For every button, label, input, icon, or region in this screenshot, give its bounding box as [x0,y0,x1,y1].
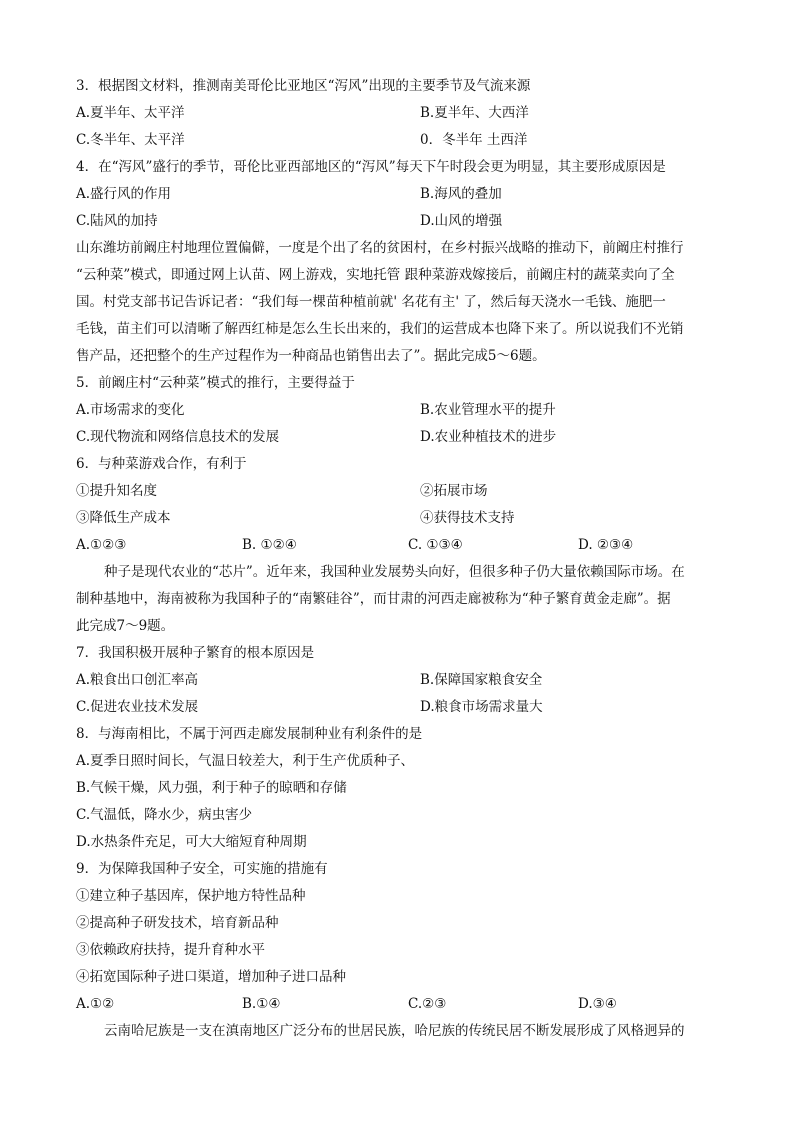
passage-1-line: 毛钱，苗主们可以清晰了解西红柿是怎么生长出来的，我们的运营成本也降下来了。所以说我们不光销 [76,321,684,337]
q5-option-d: D.农业种植技术的进步 [420,429,557,445]
q8-option-a: A.夏季日照时间长，气温日较差大，利于生产优质种子、 [76,753,415,769]
q4-option-a: A.盛行风的作用 [76,186,172,202]
passage-2-line: 种子是现代农业的“芯片”。近年来，我国种业发展势头向好，但很多种子仍大量依赖国际市场。在 [104,564,685,580]
passage-1-line: “云种菜”模式，即通过网上认苗、网上游戏，实地托管 跟种菜游戏嫁接后，前阚庄村的蔬菜卖向了全 [76,267,675,283]
question-3-stem: 3．根据图文材料，推测南美哥伦比亚地区“泻风”出现的主要季节及气流来源 [76,78,531,94]
passage-2-line: 制种基地中，海南被称为我国种子的“南繁硅谷”，而甘肃的河西走廊被称为“种子繁育黄金走廊”。据 [76,591,671,607]
q4-option-b: B.海风的叠加 [420,186,502,202]
q5-option-c: C.现代物流和网络信息技术的发展 [76,429,280,445]
q6-option-c: C. ①③④ [408,537,463,553]
q9-option-a: A.①② [76,996,115,1012]
question-7-stem: 7．我国积极开展种子繁育的根本原因是 [76,645,315,661]
q9-item: ②提高种子研发技术，培育新品种 [76,915,279,931]
passage-1-line: 国。村党支部书记告诉记者：“我们每一棵苗种植前就' 名花有主' 了，然后每天浇水一毛钱、施肥一 [76,294,666,310]
q4-option-d: D.山风的增强 [420,213,503,229]
passage-3-line: 云南哈尼族是一支在滇南地区广泛分布的世居民族，哈尼族的传统民居不断发展形成了风格迥异的 [104,1023,685,1039]
q9-option-b: B.①④ [242,996,281,1012]
q3-option-b: B.夏半年、大西洋 [420,105,529,121]
question-4-stem: 4．在“泻风”盛行的季节，哥伦比亚西部地区的“泻风”每天下午时段会更为明显，其主要形成原因是 [76,159,666,175]
q7-option-d: D.粮食市场需求量大 [420,699,543,715]
question-5-stem: 5．前阚庄村“云种菜”模式的推行，主要得益于 [76,375,355,391]
q6-option-b: B. ①②④ [242,537,297,553]
passage-1-line: 山东潍坊前阚庄村地理位置偏僻，一度是个出了名的贫困村，在乡村振兴战略的推动下，前阚庄村推行 [76,240,684,256]
q7-option-b: B.保障国家粮食安全 [420,672,543,688]
passage-1-line: 售产品，还把整个的生产过程作为一种商品也销售出去了”。据此完成5～6题。 [76,348,546,364]
q9-item: ④拓宽国际种子进口渠道，增加种子进口品种 [76,969,346,985]
q4-option-c: C.陆风的加持 [76,213,158,229]
question-6-stem: 6．与种菜游戏合作，有利于 [76,456,247,472]
q6-item: ③降低生产成本 [76,510,171,526]
q6-option-a: A.①②③ [76,537,127,553]
q9-option-d: D.③④ [578,996,617,1012]
q9-item: ①建立种子基因库，保护地方特性品种 [76,888,306,904]
q6-item: ①提升知名度 [76,483,157,499]
q7-option-c: C.促进农业技术发展 [76,699,199,715]
q6-item: ②拓展市场 [420,483,488,499]
q9-item: ③依赖政府扶持，提升育种水平 [76,942,265,958]
q3-option-a: A.夏半年、太平洋 [76,105,185,121]
q9-option-c: C.②③ [408,996,447,1012]
q6-option-d: D. ②③④ [578,537,634,553]
q5-option-a: A.市场需求的变化 [76,402,185,418]
q7-option-a: A.粮食出口创汇率高 [76,672,199,688]
q5-option-b: B.农业管理水平的提升 [420,402,556,418]
q8-option-d: D.水热条件充足，可大大缩短育种周期 [76,834,307,850]
question-8-stem: 8．与海南相比，不属于河西走廊发展制种业有利条件的是 [76,726,423,742]
passage-2-line: 此完成7～9题。 [76,618,175,634]
question-9-stem: 9．为保障我国种子安全，可实施的措施有 [76,861,328,877]
q8-option-b: B.气候干燥，风力强，利于种子的晾晒和存储 [76,780,347,796]
q3-option-d: 0．冬半年 土西洋 [420,132,528,148]
q3-option-c: C.冬半年、太平洋 [76,132,185,148]
q8-option-c: C.气温低，降水少，病虫害少 [76,807,253,823]
q6-item: ④获得技术支持 [420,510,515,526]
